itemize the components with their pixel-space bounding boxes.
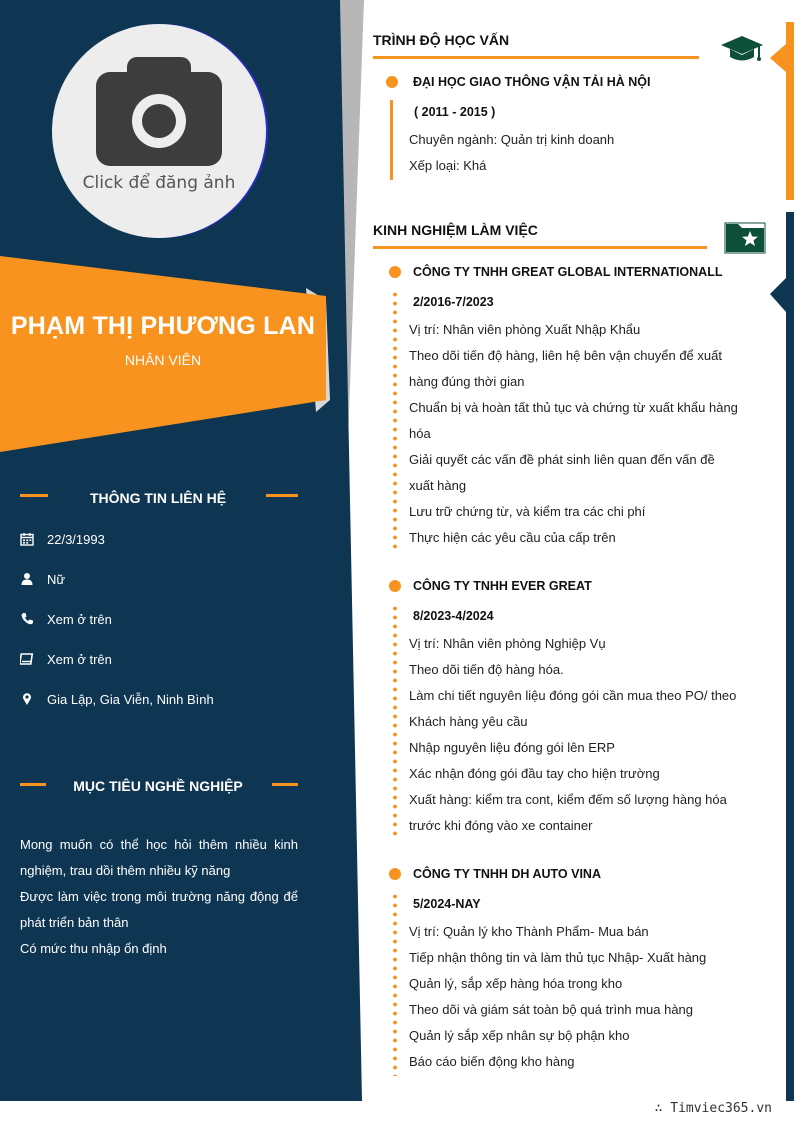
job-bullet xyxy=(389,580,401,592)
contact-phone xyxy=(20,608,112,630)
footer-brand[interactable]: ∴ Timviec365.vn xyxy=(654,1101,772,1116)
contact-birthday xyxy=(20,528,105,550)
heading-line-left xyxy=(20,494,48,497)
school-name: ĐẠI HỌC GIAO THÔNG VẬN TẢI HÀ NỘI xyxy=(413,75,651,89)
contact-email xyxy=(20,648,112,670)
job-line: Theo dõi tiến độ hàng, liên hệ bên vận chuyển để xuất xyxy=(409,348,722,363)
birthday-value: 22/3/1993 xyxy=(47,531,105,547)
objective-line-left xyxy=(20,783,46,786)
education-bullet xyxy=(386,76,398,88)
job-line: Báo cáo biến động kho hàng xyxy=(409,1054,575,1069)
job-bullet xyxy=(389,266,401,278)
job-line: Lưu trữ chứng từ, và kiểm tra các chi phí xyxy=(409,504,646,519)
contact-gender xyxy=(20,568,65,590)
right-edge-navy-notch xyxy=(770,278,786,312)
right-edge-orange-notch xyxy=(770,44,786,72)
education-major: Chuyên ngành: Quản trị kinh doanh xyxy=(409,132,615,147)
job-timeline xyxy=(393,290,397,552)
experience-heading: KINH NGHIỆM LÀM VIỆC xyxy=(373,222,538,238)
job-line: Tiếp nhận thông tin và làm thủ tục Nhập- Xuất hàng xyxy=(409,950,707,965)
job-details xyxy=(409,631,736,839)
objective-line: Mong muốn có thể học hỏi thêm nhiều kinh nghiệm, trau dồi thêm nhiều kỹ năng xyxy=(20,837,298,878)
job-details xyxy=(409,919,706,1075)
job-line: Vị trí: Nhân viên phòng Xuất Nhập Khẩu xyxy=(409,322,641,337)
job-line: Xuất hàng: kiểm tra cont, kiểm đếm số lượng hàng hóa xyxy=(409,792,727,807)
job-line: Làm chi tiết nguyên liệu đóng gói cần mua theo PO/ theo xyxy=(409,688,737,703)
gender-value: Nữ xyxy=(47,571,66,587)
camera-lens xyxy=(142,104,176,138)
objective-line: Có mức thu nhập ổn định xyxy=(20,941,167,956)
job-line: Giải quyết các vấn đề phát sinh liên quan đến vấn đề xyxy=(409,452,715,467)
user-icon xyxy=(20,572,34,586)
photo-upload-label[interactable]: Click để đăng ảnh xyxy=(82,173,236,193)
job-line: Vị trí: Quản lý kho Thành Phẩm- Mua bán xyxy=(409,924,649,939)
job-company: CÔNG TY TNHH DH AUTO VINA xyxy=(413,867,601,881)
objective-line: Được làm việc trong môi trường năng động để phát triển bản thân xyxy=(20,889,298,930)
calendar-icon xyxy=(20,532,34,546)
job-line: Khách hàng yêu cầu xyxy=(409,714,528,729)
education-heading: TRÌNH ĐỘ HỌC VẤN xyxy=(373,32,510,48)
job-line: Theo dõi tiến độ hàng hóa. xyxy=(409,662,564,677)
candidate-position: NHÂN VIÊN xyxy=(124,352,202,368)
phone-icon xyxy=(20,612,34,626)
job-period: 2/2016-7/2023 xyxy=(413,295,494,309)
contact-heading: THÔNG TIN LIÊN HỆ xyxy=(89,490,227,506)
contact-address xyxy=(20,688,214,710)
job-timeline xyxy=(393,604,397,840)
right-edge-orange xyxy=(786,22,794,200)
job-line: Nhập nguyên liệu đóng gói lên ERP xyxy=(409,740,615,755)
job-line: Vị trí: Nhân viên phòng Nghiệp Vụ xyxy=(409,636,606,651)
experience-heading-line xyxy=(373,246,707,249)
job-company: CÔNG TY TNHH GREAT GLOBAL INTERNATIONALL xyxy=(413,265,723,279)
address-value: Gia Lập, Gia Viễn, Ninh Bình xyxy=(47,691,214,707)
job-company: CÔNG TY TNHH EVER GREAT xyxy=(413,579,592,593)
job-line: xuất hàng xyxy=(409,478,467,493)
job-line: Xác nhận đóng gói đầu tay cho hiện trường xyxy=(409,766,660,781)
candidate-name: PHẠM THỊ PHƯƠNG LAN xyxy=(10,312,316,340)
job-details xyxy=(409,317,738,551)
right-edge-navy xyxy=(786,212,794,1101)
job-line: hóa xyxy=(409,426,431,441)
job-line: Thực hiện các yêu cầu của cấp trên xyxy=(409,530,616,545)
job-line: Theo dõi và giám sát toàn bộ quá trình mua hàng xyxy=(409,1002,694,1017)
phone-value[interactable]: Xem ở trên xyxy=(47,611,112,627)
email-icon xyxy=(20,652,34,666)
education-timeline xyxy=(390,100,393,180)
job-line: hàng đúng thời gian xyxy=(409,374,525,389)
job-period: 8/2023-4/2024 xyxy=(413,609,494,623)
job-line: Chuẩn bị và hoàn tất thủ tục và chứng từ xuất khẩu hàng xyxy=(409,400,738,415)
job-period: 5/2024-NAY xyxy=(413,897,481,911)
job-timeline xyxy=(393,892,397,1076)
job-bullet xyxy=(389,868,401,880)
objective-line-right xyxy=(272,783,298,786)
graduation-cap-icon xyxy=(720,34,764,69)
job-line: Quản lý sắp xếp nhân sự bộ phận kho xyxy=(409,1028,630,1043)
objective-heading: MỤC TIÊU NGHỀ NGHIỆP xyxy=(73,778,243,794)
folder-star-icon xyxy=(724,220,766,259)
location-icon xyxy=(20,692,34,706)
education-years: ( 2011 - 2015 ) xyxy=(414,105,496,119)
education-grade: Xếp loại: Khá xyxy=(409,158,487,173)
job-line: Quản lý, sắp xếp hàng hóa trong kho xyxy=(409,976,623,991)
objective-text xyxy=(20,832,298,962)
education-heading-line xyxy=(373,56,699,59)
heading-line-right xyxy=(266,494,298,497)
job-line: trước khi đóng vào xe container xyxy=(409,818,593,833)
email-value[interactable]: Xem ở trên xyxy=(47,651,112,667)
